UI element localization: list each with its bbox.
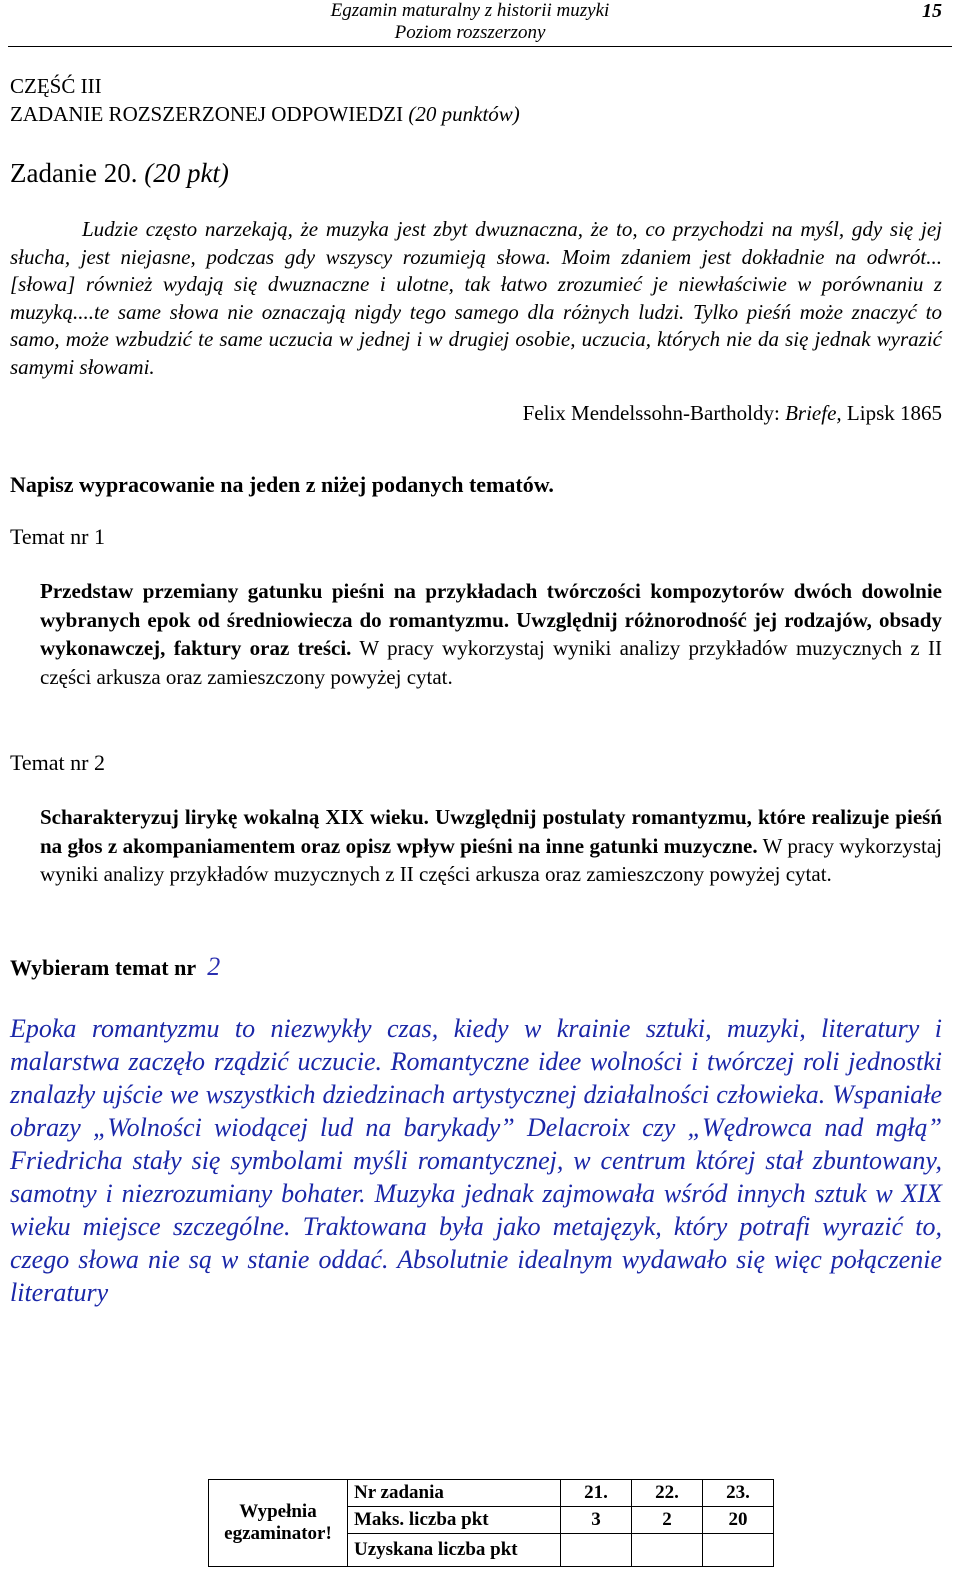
task-title <box>10 156 942 190</box>
part-points: (20 punktów) <box>408 102 520 126</box>
topic-1-body <box>40 577 942 691</box>
choice-label: Wybieram temat nr <box>10 954 196 980</box>
page-number: 15 <box>922 0 942 22</box>
grading-cell: 20 <box>703 1507 774 1534</box>
part-title: CZĘŚĆ III <box>10 74 102 98</box>
source-place: Lipsk 1865 <box>846 401 942 425</box>
page-header <box>0 0 960 48</box>
topic-1-note: W pracy wykorzystaj wyniki analizy przykładów muzycznych z II części arkusza oraz zamieszczony powyżej cytat. <box>40 636 942 689</box>
quote-source <box>10 399 942 427</box>
grading-cell: 21. <box>561 1480 632 1507</box>
handwritten-answer[interactable]: Epoka romantyzmu to niezwykły czas, kiedy w krainie sztuki, muzyki, literatury i malarstwa zaczęło rządzić uczucie. Romantyczne idee wolności i twórczej roli jednostki znalazły ujście we wszystkich dziedzinach artystycznej działalności człowieka. Wspaniałe obrazy „Wolności wiodącej lud na barykady” Delacroix czy „Wędrowca nad mgłą” Friedricha stały się symbolami myśli romantycznej, w centrum której stał zbuntowany, samotny i niezrozumiany bohater. Muzyka jednak zajmowała wśród innych sztuk w XIX wieku miejsce szczególne. Traktowana była jako metajęzyk, który potrafi wyrazić to, czego słowa nie są w stanie oddać. Absolutnie idealnym wydawało się więc połączenie literatury <box>10 1013 942 1307</box>
task-points: (20 pkt) <box>144 158 229 188</box>
grading-cell: 3 <box>561 1507 632 1534</box>
exam-level: Poziom rozszerzony <box>394 22 546 43</box>
grading-row-label: Nr zadania <box>348 1480 561 1507</box>
part-subtitle-text: ZADANIE ROZSZERZONEJ ODPOWIEDZI <box>10 102 404 126</box>
quote-text: Ludzie często narzekają, że muzyka jest zbyt dwuznaczna, że to, co przychodzi na myśl, gdy się jej słucha, jest niejasne, podczas gdy wszyscy rozumieją słowa. Moim zdaniem jest dokładnie na odwrót... [słowa] również wydają się dwuznaczne i ulotne, tak łatwo zrozumieć je niewłaściwie w porównaniu z muzyką....te same słowa nie oznaczają nigdy tego samego dla różnych ludzi. Tylko pieśń może znaczyć to samo, może wzbudzić te same uczucia w jednej i w drugiej osobie, uczucia, których nie da się jednak wyrazić samymi słowami. <box>10 217 942 379</box>
topic-2-heading: Temat nr 2 <box>10 750 105 775</box>
topic-1-heading: Temat nr 1 <box>10 524 105 549</box>
grading-cell: 23. <box>703 1480 774 1507</box>
score-input-cell[interactable] <box>632 1534 703 1567</box>
topic-2-task: Scharakteryzuj lirykę wokalną XIX wieku. Uwzględnij postulaty romantyzmu, które realizuje pieśń na głos z akompaniamentem oraz opisz wpływ pieśni na inne gatunki muzyczne. <box>40 805 942 858</box>
topic-choice <box>10 951 942 984</box>
topic-1-task: Przedstaw przemiany gatunku pieśni na przykładach twórczości kompozytorów dwóch dowolnie wybranych epok od średniowiecza do romantyzmu. Uwzględnij różnorodność jej rodzajów, obsady wykonawczej, faktury oraz treści. <box>40 579 942 660</box>
topic-2-body <box>40 803 942 889</box>
choice-value[interactable]: 2 <box>207 951 221 981</box>
page-content <box>10 72 942 1309</box>
topic-2-note: W pracy wykorzystaj wyniki analizy przykładów muzycznych z II części arkusza oraz zamieszczony powyżej cytat. <box>40 833 942 886</box>
grading-label: Wypełnia egzaminator! <box>209 1480 348 1567</box>
grading-row-label: Uzyskana liczba pkt <box>348 1534 561 1567</box>
grading-table <box>208 1479 774 1567</box>
source-author: Felix Mendelssohn-Bartholdy: <box>522 401 780 425</box>
header-divider <box>8 46 952 47</box>
grading-row-label: Maks. liczba pkt <box>348 1507 561 1534</box>
grading-cell: 2 <box>632 1507 703 1534</box>
part-subtitle <box>10 100 942 128</box>
task-label: Zadanie 20. <box>10 158 138 188</box>
score-input-cell[interactable] <box>703 1534 774 1567</box>
instruction: Napisz wypracowanie na jeden z niżej podanych tematów. <box>10 472 554 497</box>
source-title: Briefe, <box>785 401 842 425</box>
exam-title: Egzamin maturalny z historii muzyki <box>330 0 610 21</box>
grading-cell: 22. <box>632 1480 703 1507</box>
score-input-cell[interactable] <box>561 1534 632 1567</box>
